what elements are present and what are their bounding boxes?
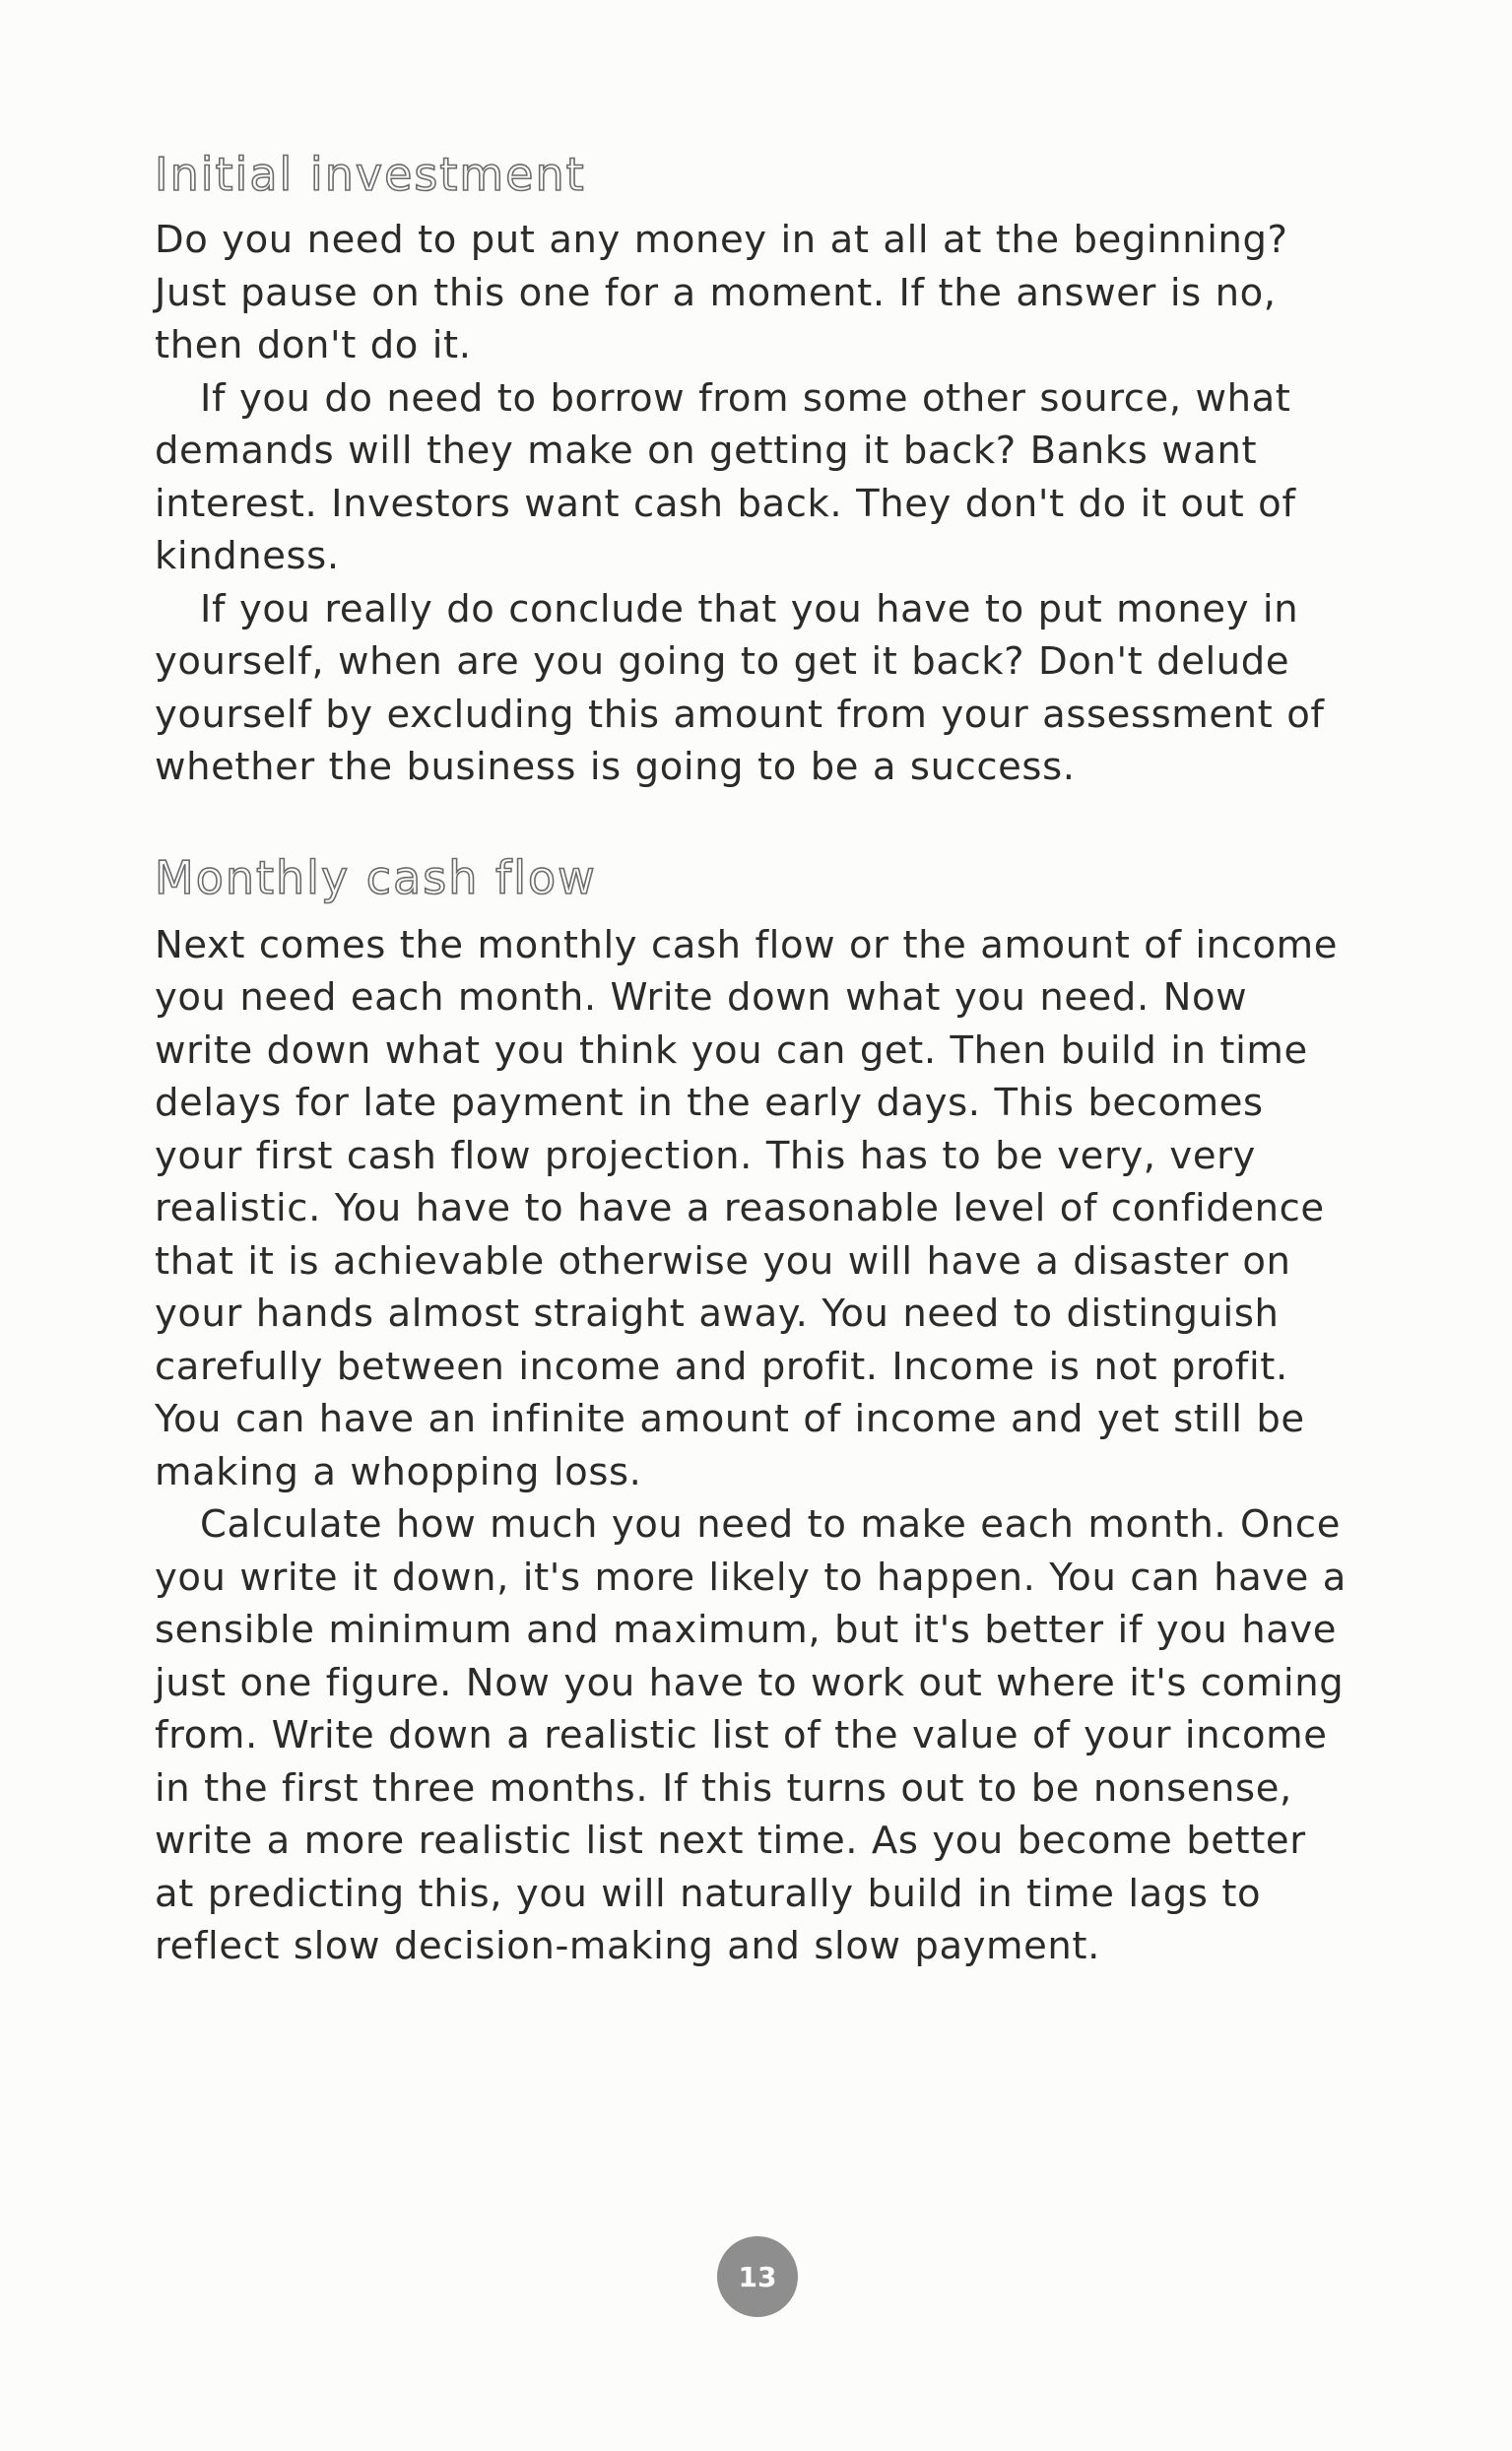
paragraph: Next comes the monthly cash flow or the amount of income you need each month. Write down what you need. Now write down what you think you can get. Then build in time delays for late payment in the early days. This becomes your first cash flow projection. This has to be very, very realistic. You have to have a reasonable level of confidence that it is achievable otherwise you will have a disaster on your hands almost straight away. You need to distinguish carefully between income and profit. Income is not profit. You can have an infinite amount of income and yet still be making a whopping loss. bbox=[155, 922, 1339, 1494]
book-page bbox=[155, 148, 1347, 1973]
paragraph: Do you need to put any money in at all at the beginning? Just pause on this one for a moment. If the answer is no, then don't do it. bbox=[155, 218, 1288, 368]
section-heading-initial-investment: Initial investment bbox=[155, 148, 586, 201]
page-number-badge: 13 bbox=[717, 2236, 798, 2317]
paragraph: If you really do conclude that you have to put money in yourself, when are you going to get it back? Don't delude yourself by excluding this amount from your assessment of whether the business is going to be a success. bbox=[155, 586, 1325, 790]
paragraph: If you do need to borrow from some other source, what demands will they make on getting it back? Banks want interest. Investors want cash back. They don't do it out of kindness. bbox=[155, 375, 1296, 579]
paragraph: Calculate how much you need to make each month. Once you write it down, it's more likely to happen. You can have a sensible minimum and maximum, but it's better if you have just one figure. Now you have to work out where it's coming from. Write down a realistic list of the value of your income in the first three months. If this turns out to be nonsense, write a more realistic list next time. As you become better at predicting this, you will naturally build in time lags to reflect slow decision-making and slow payment. bbox=[155, 1502, 1347, 1969]
section-heading-monthly-cash-flow: Monthly cash flow bbox=[155, 850, 597, 904]
